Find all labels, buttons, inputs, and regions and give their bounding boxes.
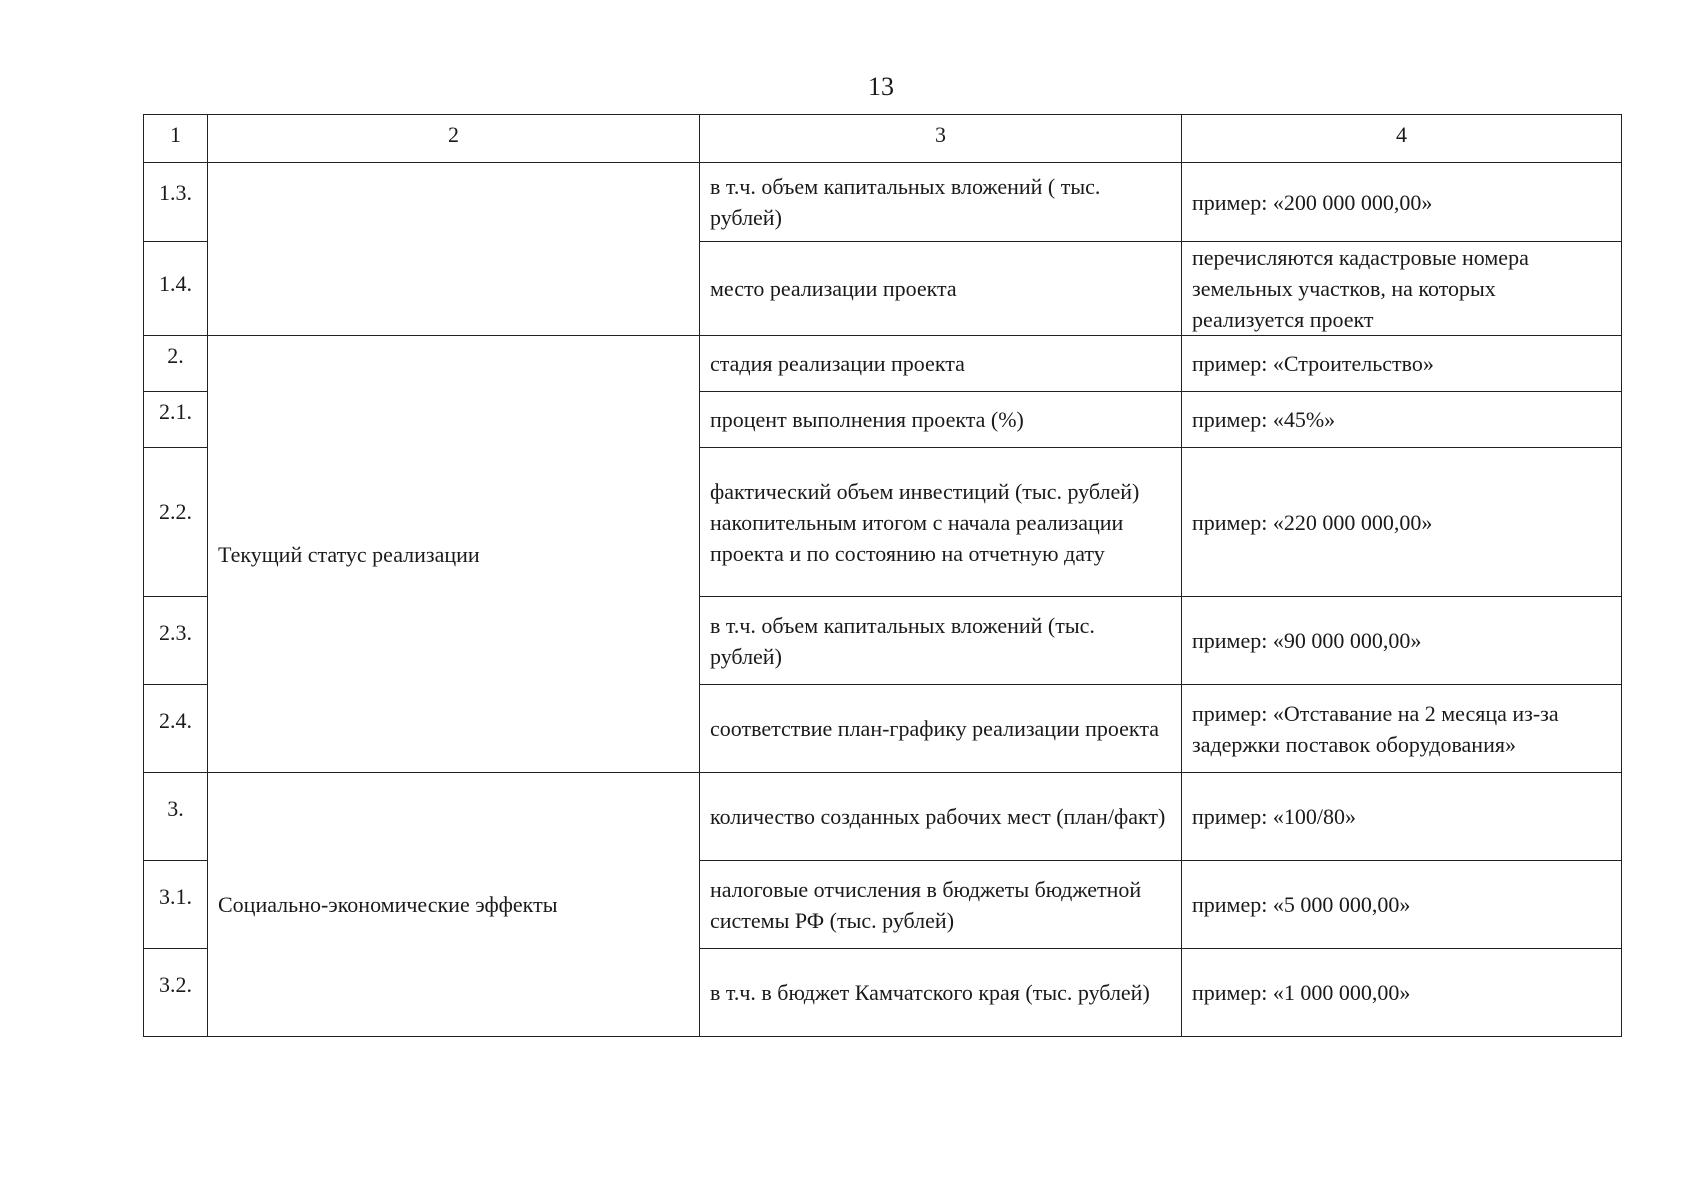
row-value: пример: «100/80» xyxy=(1182,773,1622,861)
row-number: 2.3. xyxy=(144,597,208,685)
project-info-table xyxy=(143,114,1622,1037)
row-number: 2.4. xyxy=(144,685,208,773)
page-number: 13 xyxy=(868,72,894,101)
row-number: 3. xyxy=(144,773,208,861)
header-cell-1: 1 xyxy=(144,115,208,163)
table-row xyxy=(144,336,1622,392)
header-cell-3: 3 xyxy=(700,115,1182,163)
row-parameter: стадия реализации проекта xyxy=(700,336,1182,392)
row-parameter: процент выполнения проекта (%) xyxy=(700,392,1182,448)
row-parameter: налоговые отчисления в бюджеты бюджетной системы РФ (тыс. рублей) xyxy=(700,861,1182,949)
row-value: пример: «220 000 000,00» xyxy=(1182,448,1622,597)
row-value: пример: «Отставание на 2 месяца из-за задержки поставок оборудования» xyxy=(1182,685,1622,773)
row-number: 3.2. xyxy=(144,949,208,1037)
row-parameter: в т.ч. объем капитальных вложений (тыс. рублей) xyxy=(700,597,1182,685)
row-number: 2.2. xyxy=(144,448,208,597)
row-parameter: фактический объем инвестиций (тыс. рублей) накопительным итогом с начала реализации проекта и по состоянию на отчетную дату xyxy=(700,448,1182,597)
row-parameter: количество созданных рабочих мест (план/факт) xyxy=(700,773,1182,861)
row-value: перечисляются кадастровые номера земельных участков, на которых реализуется проект xyxy=(1182,242,1622,336)
row-number: 2.1. xyxy=(144,392,208,448)
header-cell-2: 2 xyxy=(208,115,700,163)
table-row xyxy=(144,773,1622,861)
row-number: 1.3. xyxy=(144,163,208,242)
group-socio-economic: Социально-экономические эффекты xyxy=(208,773,700,1037)
table-header-row xyxy=(144,115,1622,163)
row-number: 2. xyxy=(144,336,208,392)
row-number: 1.4. xyxy=(144,242,208,336)
row-parameter: в т.ч. в бюджет Камчатского края (тыс. рублей) xyxy=(700,949,1182,1037)
row-value: пример: «200 000 000,00» xyxy=(1182,163,1622,242)
header-cell-4: 4 xyxy=(1182,115,1622,163)
row-value: пример: «45%» xyxy=(1182,392,1622,448)
empty-group-cell xyxy=(208,163,700,336)
row-parameter: в т.ч. объем капитальных вложений ( тыс. рублей) xyxy=(700,163,1182,242)
table-row xyxy=(144,163,1622,242)
row-value: пример: «90 000 000,00» xyxy=(1182,597,1622,685)
row-value: пример: «Строительство» xyxy=(1182,336,1622,392)
row-number: 3.1. xyxy=(144,861,208,949)
row-parameter: соответствие план-графику реализации проекта xyxy=(700,685,1182,773)
group-current-status: Текущий статус реализации xyxy=(208,336,700,773)
row-value: пример: «5 000 000,00» xyxy=(1182,861,1622,949)
row-parameter: место реализации проекта xyxy=(700,242,1182,336)
row-value: пример: «1 000 000,00» xyxy=(1182,949,1622,1037)
